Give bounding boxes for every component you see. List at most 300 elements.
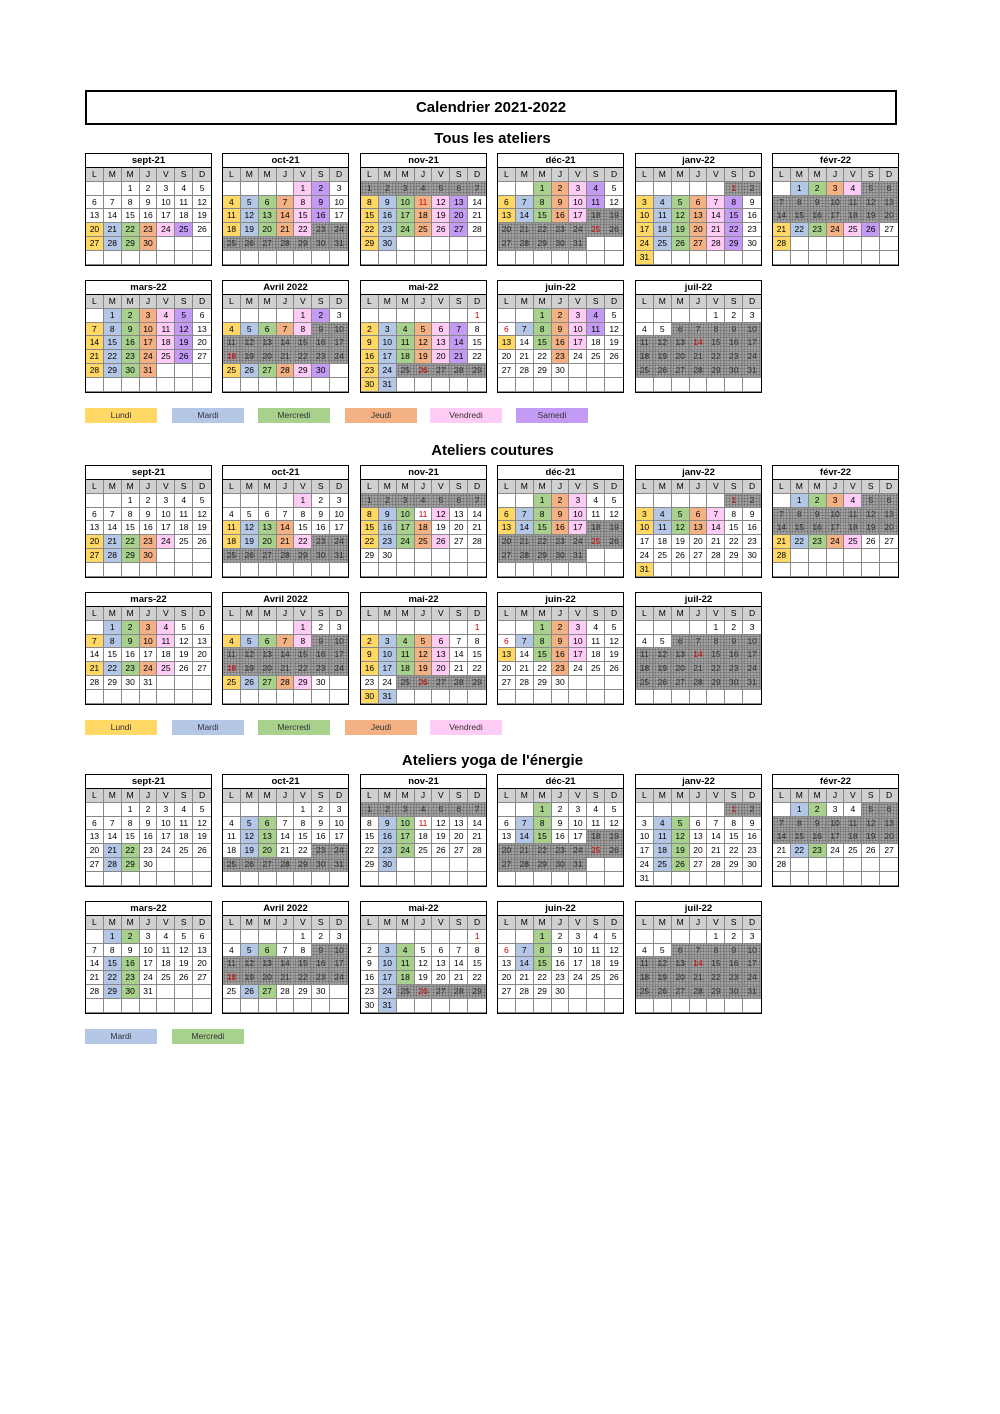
day-cell: 30 — [552, 858, 570, 872]
day-cell: 25 — [844, 223, 862, 237]
day-cell: 26 — [175, 662, 193, 676]
day-cell: 4 — [844, 494, 862, 508]
day-cell: 14 — [516, 336, 534, 350]
day-cell: 10 — [330, 817, 348, 831]
empty-cell — [516, 251, 534, 265]
day-cell: 4 — [654, 196, 672, 210]
day-cell: 6 — [498, 196, 516, 210]
empty-cell — [690, 690, 708, 704]
day-cell: 1 — [534, 803, 552, 817]
day-cell: 24 — [330, 971, 348, 985]
day-cell: 8 — [725, 196, 743, 210]
day-cell: 27 — [690, 237, 708, 251]
empty-cell — [175, 563, 193, 577]
day-cell: 20 — [672, 350, 690, 364]
day-cell: 26 — [432, 223, 450, 237]
day-cell: 1 — [468, 309, 486, 323]
day-cell: 23 — [312, 223, 330, 237]
day-cell: 25 — [175, 844, 193, 858]
day-cell: 1 — [294, 621, 312, 635]
day-cell: 1 — [534, 621, 552, 635]
day-cell: 4 — [844, 182, 862, 196]
day-cell: 14 — [277, 830, 295, 844]
day-cell: 28 — [277, 676, 295, 690]
day-cell: 4 — [175, 494, 193, 508]
weekday-header: D — [330, 168, 348, 182]
month-name: juil-22 — [636, 593, 761, 607]
empty-cell — [450, 549, 468, 563]
day-cell: 6 — [498, 323, 516, 337]
day-cell: 29 — [294, 676, 312, 690]
empty-cell — [140, 251, 158, 265]
day-cell: 10 — [379, 336, 397, 350]
day-cell: 14 — [516, 957, 534, 971]
day-cell: 17 — [569, 648, 587, 662]
day-cell: 25 — [587, 662, 605, 676]
day-cell: 9 — [122, 944, 140, 958]
empty-cell — [241, 251, 259, 265]
day-cell: 5 — [862, 803, 880, 817]
legend-mercredi: Mercredi — [258, 408, 330, 423]
weekday-header: S — [175, 480, 193, 494]
day-cell: 7 — [86, 635, 104, 649]
day-cell: 12 — [415, 957, 433, 971]
empty-cell — [587, 858, 605, 872]
empty-cell — [330, 364, 348, 378]
day-cell: 27 — [86, 237, 104, 251]
day-cell: 22 — [104, 971, 122, 985]
empty-cell — [552, 563, 570, 577]
empty-cell — [827, 858, 845, 872]
day-cell: 6 — [498, 944, 516, 958]
section-title-tous: Tous les ateliers — [434, 130, 551, 147]
empty-cell — [827, 251, 845, 265]
day-cell: 30 — [312, 858, 330, 872]
weekday-header: M — [654, 789, 672, 803]
day-cell: 30 — [312, 676, 330, 690]
day-cell: 24 — [140, 662, 158, 676]
day-cell: 6 — [193, 930, 211, 944]
empty-cell — [277, 494, 295, 508]
day-cell: 8 — [534, 817, 552, 831]
weekday-header: J — [827, 789, 845, 803]
empty-cell — [294, 251, 312, 265]
month-juin-22 — [497, 592, 624, 705]
empty-cell — [415, 251, 433, 265]
empty-cell — [140, 872, 158, 886]
day-cell: 25 — [587, 844, 605, 858]
day-cell: 27 — [498, 676, 516, 690]
day-cell: 7 — [277, 508, 295, 522]
day-cell: 4 — [223, 944, 241, 958]
day-cell: 11 — [654, 521, 672, 535]
day-cell: 9 — [140, 817, 158, 831]
weekday-header: S — [175, 916, 193, 930]
weekday-header: D — [330, 607, 348, 621]
day-cell: 24 — [330, 350, 348, 364]
month-name: Avril 2022 — [223, 593, 348, 607]
day-cell: 1 — [534, 182, 552, 196]
day-cell: 17 — [157, 209, 175, 223]
empty-cell — [862, 549, 880, 563]
empty-cell — [516, 690, 534, 704]
day-cell: 11 — [223, 336, 241, 350]
day-cell: 12 — [605, 817, 623, 831]
day-cell: 28 — [773, 237, 791, 251]
day-cell: 4 — [223, 817, 241, 831]
weekday-header: M — [379, 295, 397, 309]
day-cell: 21 — [277, 662, 295, 676]
day-cell: 22 — [122, 844, 140, 858]
day-cell: 17 — [157, 521, 175, 535]
day-cell: 7 — [104, 196, 122, 210]
day-cell: 25 — [157, 662, 175, 676]
day-cell: 7 — [277, 817, 295, 831]
day-cell: 4 — [587, 494, 605, 508]
day-cell: 3 — [743, 621, 761, 635]
day-cell: 13 — [193, 635, 211, 649]
day-cell: 28 — [86, 985, 104, 999]
day-cell: 15 — [468, 336, 486, 350]
day-cell: 21 — [690, 350, 708, 364]
weekday-header: S — [450, 607, 468, 621]
month-name: juil-22 — [636, 281, 761, 295]
day-cell: 10 — [397, 508, 415, 522]
weekday-header: S — [312, 607, 330, 621]
day-cell: 16 — [809, 521, 827, 535]
day-cell: 24 — [569, 662, 587, 676]
day-cell: 22 — [534, 844, 552, 858]
day-cell: 6 — [86, 817, 104, 831]
empty-cell — [791, 237, 809, 251]
empty-cell — [690, 621, 708, 635]
day-cell: 20 — [86, 844, 104, 858]
empty-cell — [569, 999, 587, 1013]
day-cell: 21 — [86, 662, 104, 676]
day-cell: 9 — [552, 817, 570, 831]
day-cell: 24 — [330, 662, 348, 676]
day-cell: 10 — [636, 521, 654, 535]
day-cell: 28 — [516, 549, 534, 563]
day-cell: 1 — [534, 494, 552, 508]
day-cell: 8 — [725, 817, 743, 831]
day-cell: 29 — [707, 985, 725, 999]
day-cell: 30 — [552, 985, 570, 999]
weekday-header: J — [552, 295, 570, 309]
day-cell: 23 — [552, 535, 570, 549]
day-cell: 10 — [636, 830, 654, 844]
day-cell: 30 — [140, 237, 158, 251]
empty-cell — [880, 251, 898, 265]
day-cell: 15 — [534, 648, 552, 662]
day-cell: 18 — [654, 535, 672, 549]
day-cell: 3 — [330, 621, 348, 635]
day-cell: 6 — [432, 635, 450, 649]
day-cell: 13 — [450, 508, 468, 522]
empty-cell — [605, 563, 623, 577]
day-cell: 28 — [104, 858, 122, 872]
day-cell: 7 — [468, 803, 486, 817]
day-cell: 29 — [534, 676, 552, 690]
day-cell: 28 — [86, 676, 104, 690]
day-cell: 24 — [157, 844, 175, 858]
day-cell: 26 — [862, 535, 880, 549]
empty-cell — [361, 872, 379, 886]
day-cell: 11 — [587, 508, 605, 522]
day-cell: 18 — [415, 521, 433, 535]
month-oct-21 — [222, 153, 349, 266]
empty-cell — [809, 872, 827, 886]
empty-cell — [569, 364, 587, 378]
day-cell: 2 — [140, 494, 158, 508]
day-cell: 17 — [743, 648, 761, 662]
empty-cell — [241, 563, 259, 577]
day-cell: 21 — [277, 350, 295, 364]
empty-cell — [552, 690, 570, 704]
day-cell: 30 — [725, 364, 743, 378]
day-cell: 17 — [636, 223, 654, 237]
weekday-header: M — [122, 480, 140, 494]
day-cell: 19 — [241, 662, 259, 676]
empty-cell — [86, 251, 104, 265]
day-cell: 23 — [743, 535, 761, 549]
day-cell: 20 — [672, 662, 690, 676]
day-cell: 13 — [259, 830, 277, 844]
weekday-header: M — [122, 916, 140, 930]
month-mai-22 — [360, 280, 487, 393]
day-cell: 13 — [450, 196, 468, 210]
day-cell: 6 — [259, 196, 277, 210]
day-cell: 24 — [379, 364, 397, 378]
empty-cell — [415, 872, 433, 886]
empty-cell — [450, 999, 468, 1013]
weekday-header: D — [605, 607, 623, 621]
month-sept-21 — [85, 465, 212, 578]
weekday-header: L — [86, 295, 104, 309]
day-cell: 28 — [707, 237, 725, 251]
day-cell: 18 — [157, 648, 175, 662]
empty-cell — [516, 563, 534, 577]
day-cell: 19 — [605, 209, 623, 223]
day-cell: 15 — [122, 521, 140, 535]
day-cell: 16 — [140, 830, 158, 844]
day-cell: 14 — [773, 830, 791, 844]
day-cell: 13 — [672, 648, 690, 662]
day-cell: 27 — [432, 364, 450, 378]
empty-cell — [844, 872, 862, 886]
empty-cell — [773, 251, 791, 265]
weekday-header: D — [468, 168, 486, 182]
weekday-header: J — [140, 168, 158, 182]
day-cell: 17 — [827, 209, 845, 223]
month-mai-22 — [360, 901, 487, 1014]
day-cell: 3 — [379, 635, 397, 649]
empty-cell — [432, 378, 450, 392]
day-cell: 19 — [415, 662, 433, 676]
empty-cell — [157, 872, 175, 886]
weekday-header: V — [157, 789, 175, 803]
day-cell: 21 — [690, 971, 708, 985]
day-cell: 4 — [397, 944, 415, 958]
day-cell: 1 — [294, 494, 312, 508]
empty-cell — [862, 237, 880, 251]
day-cell: 21 — [277, 844, 295, 858]
day-cell: 21 — [690, 662, 708, 676]
day-cell: 8 — [104, 944, 122, 958]
weekday-header: D — [330, 295, 348, 309]
weekday-header: J — [277, 607, 295, 621]
month-avril-2022 — [222, 592, 349, 705]
weekday-header: S — [312, 789, 330, 803]
day-cell: 11 — [175, 196, 193, 210]
empty-cell — [809, 251, 827, 265]
empty-cell — [534, 378, 552, 392]
day-cell: 16 — [552, 648, 570, 662]
day-cell: 22 — [361, 535, 379, 549]
weekday-header: S — [312, 168, 330, 182]
day-cell: 7 — [707, 817, 725, 831]
weekday-header: M — [241, 789, 259, 803]
weekday-header: M — [397, 168, 415, 182]
month-name: sept-21 — [86, 466, 211, 480]
day-cell: 14 — [707, 521, 725, 535]
day-cell: 22 — [791, 535, 809, 549]
day-cell: 26 — [241, 985, 259, 999]
empty-cell — [175, 999, 193, 1013]
day-cell: 17 — [379, 971, 397, 985]
weekday-header: S — [587, 607, 605, 621]
weekday-header: M — [241, 168, 259, 182]
day-cell: 30 — [743, 237, 761, 251]
weekday-header: L — [636, 916, 654, 930]
empty-cell — [140, 999, 158, 1013]
day-cell: 18 — [654, 223, 672, 237]
empty-cell — [157, 690, 175, 704]
weekday-header: V — [707, 789, 725, 803]
weekday-header: M — [241, 916, 259, 930]
empty-cell — [259, 378, 277, 392]
day-cell: 11 — [157, 635, 175, 649]
empty-cell — [259, 803, 277, 817]
day-cell: 14 — [277, 209, 295, 223]
day-cell: 16 — [743, 209, 761, 223]
month-name: nov-21 — [361, 466, 486, 480]
day-cell: 8 — [122, 817, 140, 831]
day-cell: 9 — [312, 323, 330, 337]
day-cell: 7 — [104, 508, 122, 522]
day-cell: 3 — [140, 930, 158, 944]
weekday-header: M — [654, 168, 672, 182]
day-cell: 27 — [880, 844, 898, 858]
day-cell: 6 — [880, 182, 898, 196]
weekday-header: V — [157, 607, 175, 621]
day-cell: 15 — [534, 830, 552, 844]
day-cell: 26 — [432, 844, 450, 858]
day-cell: 9 — [552, 944, 570, 958]
day-cell: 23 — [140, 535, 158, 549]
empty-cell — [361, 930, 379, 944]
day-cell: 27 — [259, 676, 277, 690]
empty-cell — [654, 803, 672, 817]
day-cell: 21 — [450, 971, 468, 985]
day-cell: 10 — [569, 635, 587, 649]
empty-cell — [468, 999, 486, 1013]
day-cell: 4 — [157, 309, 175, 323]
weekday-header: V — [294, 789, 312, 803]
weekday-header: D — [880, 480, 898, 494]
day-cell: 6 — [193, 309, 211, 323]
day-cell: 7 — [450, 323, 468, 337]
empty-cell — [498, 999, 516, 1013]
day-cell: 30 — [552, 549, 570, 563]
day-cell: 9 — [312, 196, 330, 210]
empty-cell — [498, 690, 516, 704]
month-avril-2022 — [222, 901, 349, 1014]
day-cell: 25 — [415, 223, 433, 237]
day-cell: 21 — [516, 662, 534, 676]
weekday-header: S — [450, 295, 468, 309]
empty-cell — [432, 621, 450, 635]
day-cell: 29 — [104, 364, 122, 378]
day-cell: 5 — [415, 635, 433, 649]
day-cell: 27 — [690, 549, 708, 563]
day-cell: 27 — [880, 535, 898, 549]
empty-cell — [193, 676, 211, 690]
day-cell: 3 — [569, 930, 587, 944]
empty-cell — [223, 803, 241, 817]
legend-mardi: Mardi — [172, 408, 244, 423]
day-cell: 20 — [193, 957, 211, 971]
day-cell: 10 — [827, 508, 845, 522]
day-cell: 11 — [844, 508, 862, 522]
weekday-header: M — [379, 168, 397, 182]
empty-cell — [432, 872, 450, 886]
weekday-header: L — [498, 168, 516, 182]
weekday-header: D — [743, 916, 761, 930]
day-cell: 26 — [415, 676, 433, 690]
day-cell: 13 — [86, 209, 104, 223]
empty-cell — [569, 985, 587, 999]
empty-cell — [636, 182, 654, 196]
weekday-header: M — [534, 789, 552, 803]
day-cell: 4 — [636, 323, 654, 337]
day-cell: 14 — [468, 196, 486, 210]
day-cell: 24 — [330, 535, 348, 549]
day-cell: 5 — [241, 944, 259, 958]
day-cell: 17 — [379, 662, 397, 676]
day-cell: 7 — [277, 196, 295, 210]
weekday-header: J — [690, 295, 708, 309]
day-cell: 6 — [432, 323, 450, 337]
day-cell: 28 — [690, 676, 708, 690]
day-cell: 1 — [294, 309, 312, 323]
month-name: oct-21 — [223, 466, 348, 480]
weekday-header: S — [175, 295, 193, 309]
weekday-header: V — [432, 607, 450, 621]
empty-cell — [605, 985, 623, 999]
weekday-header: S — [725, 480, 743, 494]
day-cell: 31 — [743, 676, 761, 690]
empty-cell — [193, 251, 211, 265]
day-cell: 26 — [605, 971, 623, 985]
month-juil-22 — [635, 280, 762, 393]
day-cell: 12 — [605, 323, 623, 337]
day-cell: 5 — [605, 930, 623, 944]
empty-cell — [844, 237, 862, 251]
day-cell: 26 — [605, 844, 623, 858]
day-cell: 1 — [122, 494, 140, 508]
day-cell: 14 — [104, 830, 122, 844]
